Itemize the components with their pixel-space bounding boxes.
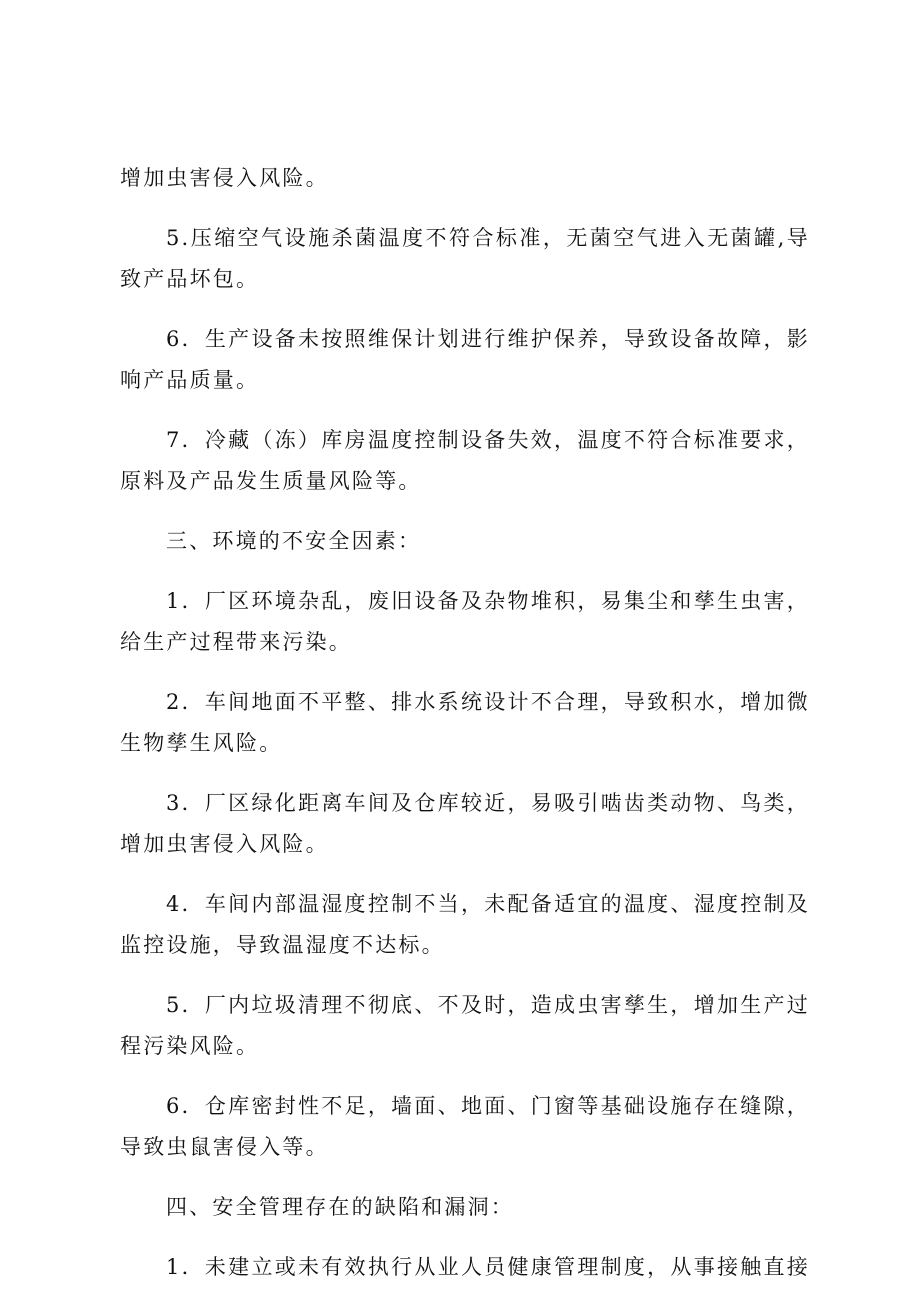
paragraph-item-5-compressed-air: 5.压缩空气设施杀菌温度不符合标准，无菌空气进入无菌罐,导 (166, 226, 810, 250)
text-line: 给生产过程带来污染。 (120, 630, 352, 654)
text-line: 程污染风险。 (120, 1034, 260, 1058)
paragraph-item-3-greening: 3．厂区绿化距离车间及仓库较近，易吸引啮齿类动物、鸟类， (166, 791, 810, 815)
paragraph-item-4-humidity: 4．车间内部温湿度控制不当，未配备适宜的温度、湿度控制及 (166, 892, 810, 916)
text-line: 原料及产品发生质量风险等。 (120, 469, 422, 493)
text-line: 致产品坏包。 (120, 267, 260, 291)
section-heading-management: 四、安全管理存在的缺陷和漏洞： (166, 1195, 514, 1219)
section-heading-environment: 三、环境的不安全因素： (166, 529, 422, 553)
text-line: 响产品质量。 (120, 368, 260, 392)
paragraph-item-7-cold-storage: 7．冷藏（冻）库房温度控制设备失效，温度不符合标准要求， (166, 428, 810, 452)
paragraph-item-6-equipment: 6．生产设备未按照维保计划进行维护保养，导致设备故障，影 (166, 327, 810, 351)
text-line: 增加虫害侵入风险。 (120, 166, 329, 190)
paragraph-item-1-health-management: 1．未建立或未有效执行从业人员健康管理制度，从事接触直接 (166, 1255, 810, 1279)
paragraph-item-6-warehouse-seal: 6．仓库密封性不足，墙面、地面、门窗等基础设施存在缝隙， (166, 1094, 810, 1118)
document-body (120, 158, 810, 1288)
paragraph-item-5-garbage: 5．厂内垃圾清理不彻底、不及时，造成虫害孳生，增加生产过 (166, 993, 810, 1017)
paragraph-item-1-plant-environment: 1．厂区环境杂乱，废旧设备及杂物堆积，易集尘和孳生虫害， (166, 589, 810, 613)
text-line: 导致虫鼠害侵入等。 (120, 1135, 329, 1159)
text-line: 监控设施，导致温湿度不达标。 (120, 933, 445, 957)
text-line: 生物孳生风险。 (120, 731, 283, 755)
text-line: 增加虫害侵入风险。 (120, 832, 329, 856)
paragraph-item-2-workshop-floor: 2．车间地面不平整、排水系统设计不合理，导致积水，增加微 (166, 690, 810, 714)
